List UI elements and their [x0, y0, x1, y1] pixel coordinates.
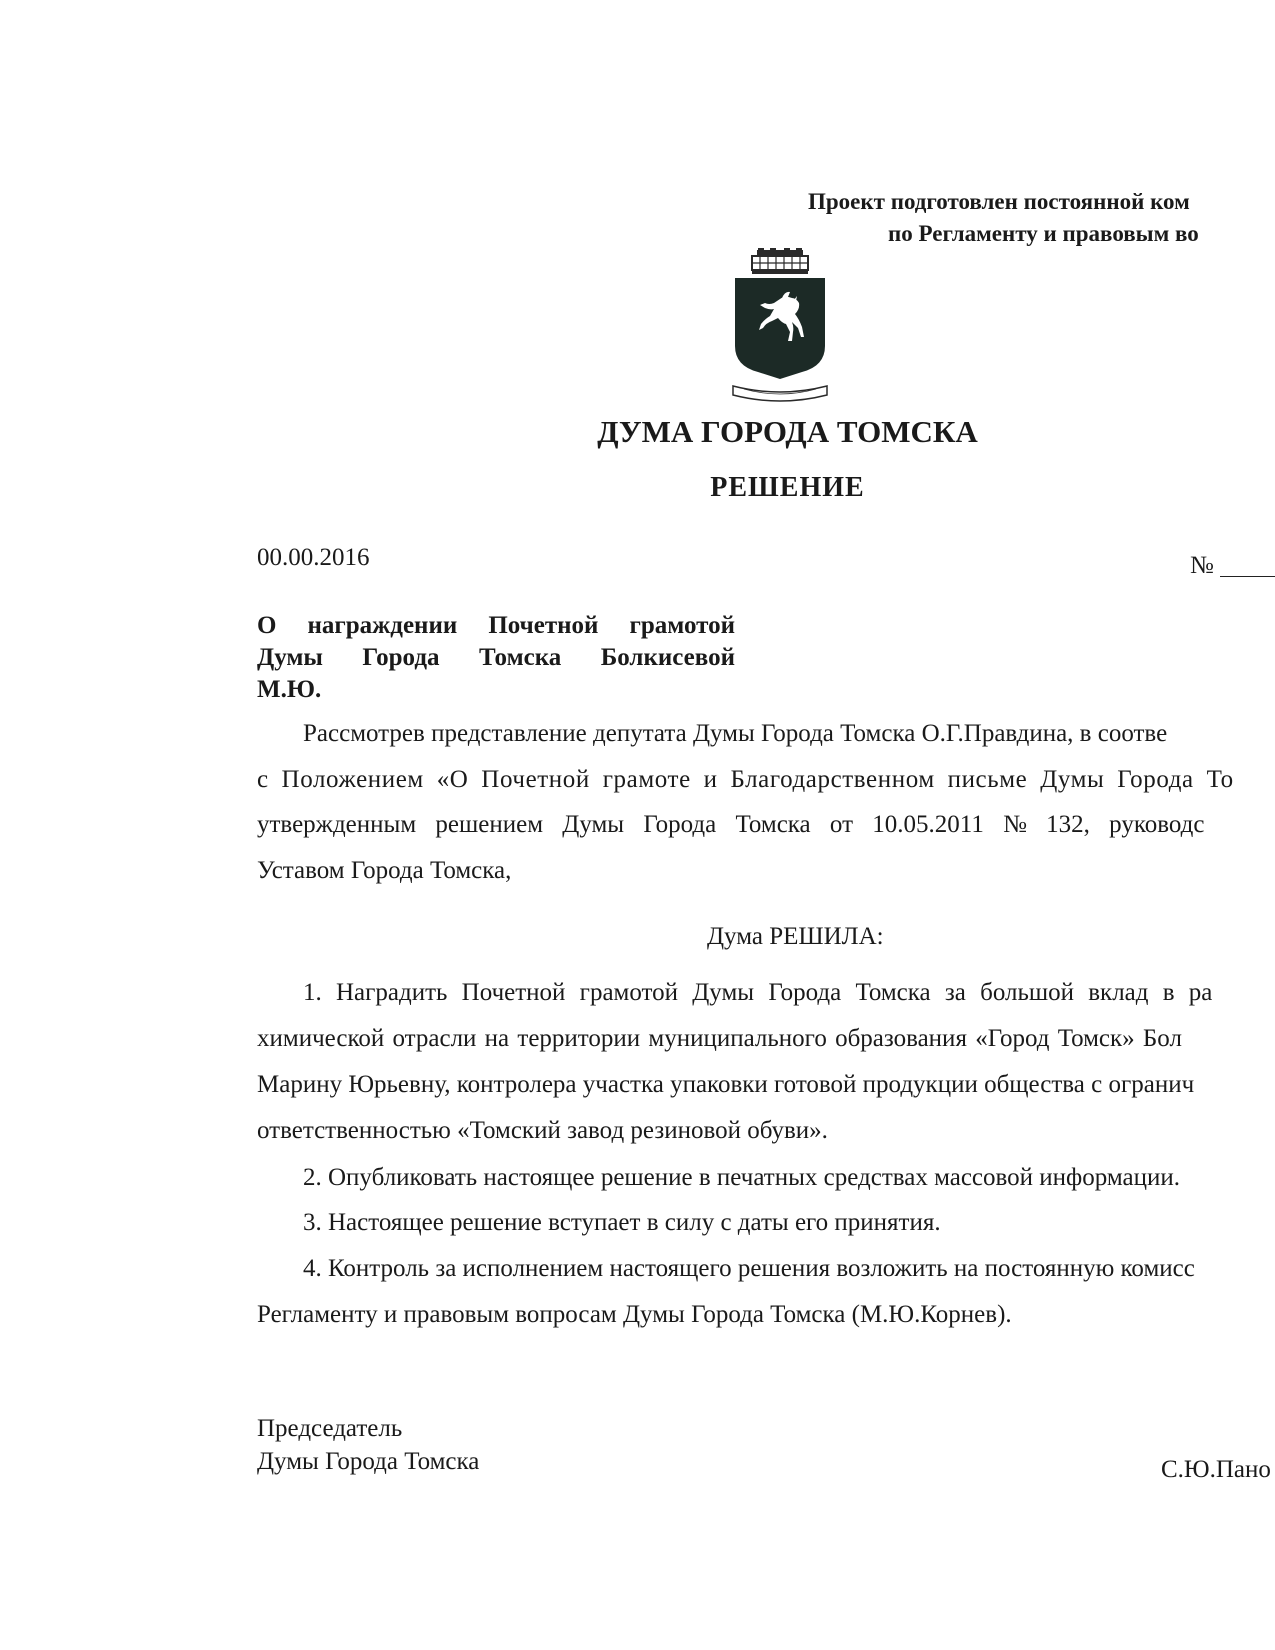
subject-line-1: О награждении Почетной грамотой — [257, 612, 735, 639]
preamble-line-1: Рассмотрев представление депутата Думы Города Томска О.Г.Правдина, в соотве — [303, 720, 1168, 747]
subject-line-2: Думы Города Томска Болкисевой — [257, 644, 735, 671]
signatory-name: С.Ю.Пано — [1161, 1456, 1271, 1483]
document-number — [1190, 552, 1275, 580]
item-1-line-4: ответственностью «Томский завод резиновой обуви». — [257, 1117, 828, 1144]
document-date: 00.00.2016 — [257, 544, 370, 571]
item-4-line-2: Регламенту и правовым вопросам Думы Города Томска (М.Ю.Корнев). — [257, 1301, 1012, 1328]
header-note-line-2: по Регламенту и правовым во — [888, 221, 1199, 246]
preamble-line-2: с Положением «О Почетной грамоте и Благодарственном письме Думы Города То — [257, 766, 1234, 793]
item-1-line-3: Марину Юрьевну, контролера участка упаковки готовой продукции общества с огранич — [257, 1071, 1195, 1098]
preamble-line-3: утвержденным решением Думы Города Томска от 10.05.2011 № 132, руководс — [257, 811, 1205, 838]
number-label: № — [1190, 552, 1214, 579]
preamble-line-4: Уставом Города Томска, — [257, 857, 512, 884]
tomsk-coat-of-arms-icon — [730, 248, 830, 408]
item-1-line-2: химической отрасли на территории муниципального образования «Город Томск» Бол — [257, 1025, 1182, 1052]
item-1-line-1: 1. Наградить Почетной грамотой Думы Города Томска за большой вклад в ра — [303, 979, 1213, 1006]
resolution-heading: Дума РЕШИЛА: — [707, 923, 884, 950]
document-subject — [257, 610, 735, 706]
header-note-line-1: Проект подготовлен постоянной ком — [808, 189, 1190, 214]
organization-title: ДУМА ГОРОДА ТОМСКА — [597, 414, 978, 449]
signature-title-line-2: Думы Города Томска — [257, 1448, 480, 1475]
number-blank-line — [1220, 576, 1275, 577]
item-4-line-1: 4. Контроль за исполнением настоящего решения возложить на постоянную комисс — [303, 1255, 1195, 1282]
signature-title-line-1: Председатель — [257, 1415, 403, 1442]
subject-line-3: М.Ю. — [257, 676, 322, 703]
item-3: 3. Настоящее решение вступает в силу с даты его принятия. — [303, 1209, 941, 1236]
document-type: РЕШЕНИЕ — [710, 472, 865, 503]
item-2: 2. Опубликовать настоящее решение в печатных средствах массовой информации. — [303, 1164, 1180, 1191]
